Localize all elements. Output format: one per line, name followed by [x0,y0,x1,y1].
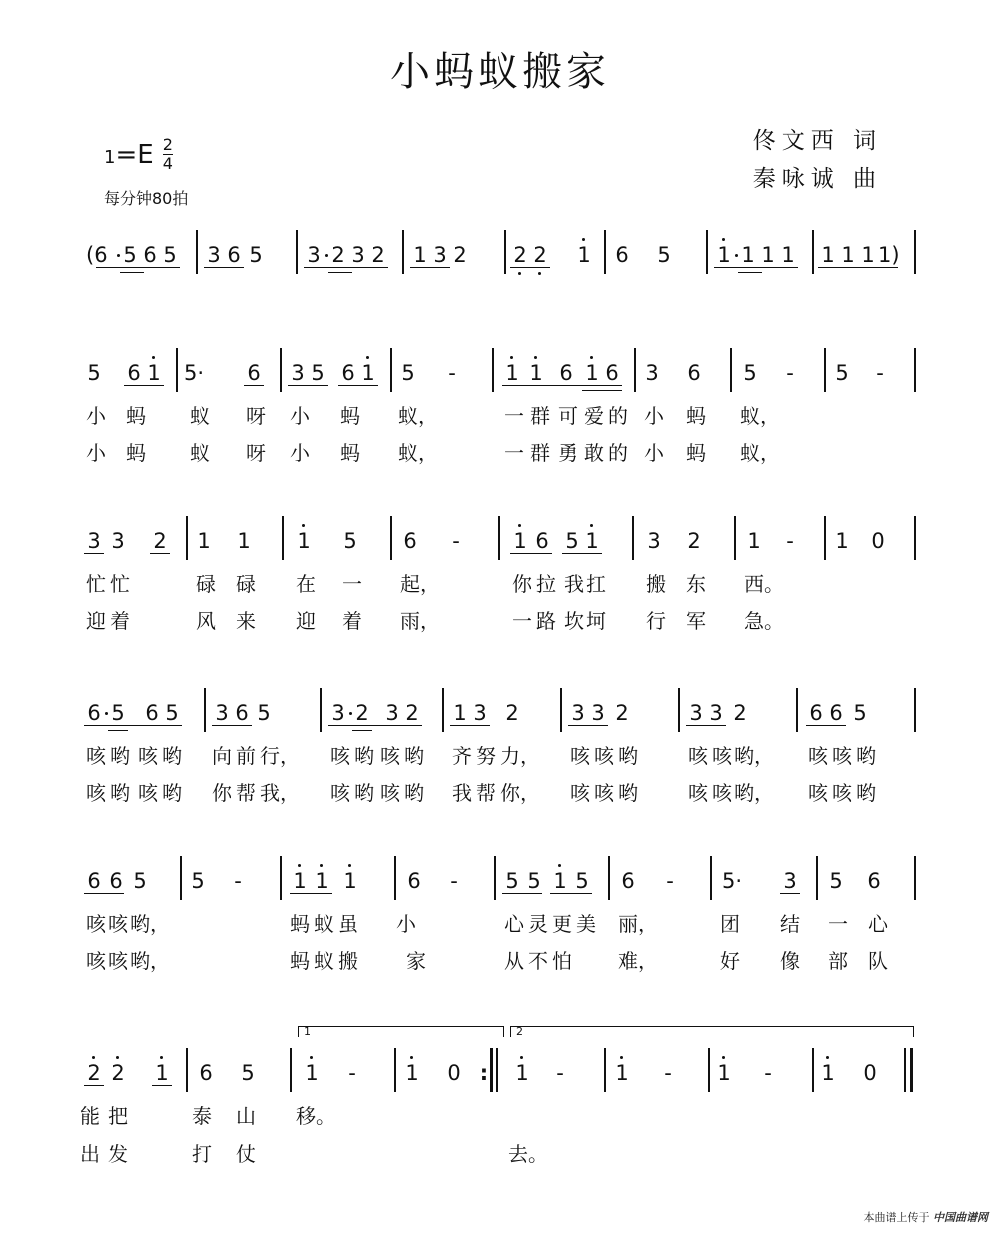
note: 6 [605,361,619,385]
note: 1 [717,243,731,267]
note: 2 [733,701,747,725]
note: 5 [123,243,137,267]
footer-text: 本曲谱上传于 [863,1211,930,1224]
note: - [452,529,460,553]
note: 5 [527,869,541,893]
lyrics-verse-1: 忙 忙 碌 碌 在 一 起， 你 拉 我 扛 搬 东 西。 [86,572,784,596]
note: 1 [515,1061,529,1085]
note: - [556,1061,564,1085]
note: - [786,529,794,553]
note: 5 [829,869,843,893]
note: 3 [689,701,703,725]
note: 2 [405,701,419,725]
key-tonic-number: 1 [104,147,116,168]
note: 1 [147,361,161,385]
tempo-marking: 每分钟80拍 [104,189,189,208]
note: 1 [553,869,567,893]
note: - [348,1061,356,1085]
note: 6 [199,1061,213,1085]
note: 3 [783,869,797,893]
note: - [664,1061,672,1085]
note: 2 [87,1061,101,1085]
note: 5· [722,869,743,893]
note: 5 [835,361,849,385]
note: 2 [513,243,527,267]
note: 5 [133,869,147,893]
lyrics-verse-2: 迎 着 风 来 迎 着 雨， 一 路 坎 坷 行 军 急。 [86,609,784,633]
lyrics-verse-2: 咳 哟 咳 哟 你 帮 我， 咳 哟 咳 哟 我 帮 你， 咳 咳 哟 咳 咳 哟， 咳 咳 哟 [86,781,876,805]
note: 1 [835,529,849,553]
note: 3 [351,243,365,267]
note: 1 [781,243,795,267]
note: 2 [355,701,369,725]
note: 3 [473,701,487,725]
note: 5 [311,361,325,385]
note: 1 [361,361,375,385]
note: 3 [433,243,447,267]
note: 6 [87,869,101,893]
note: 1 [741,243,755,267]
note: 3 [571,701,585,725]
note: - [234,869,242,893]
note: 2 [453,243,467,267]
note: 5 [343,529,357,553]
note: 3 [291,361,305,385]
volta-2-bracket [510,1026,914,1037]
note: 5 [111,701,125,725]
notation-line [84,688,920,738]
note: 1 [529,361,543,385]
note: 6 [829,701,843,725]
note: 0 [863,1061,877,1085]
note: 5 [249,243,263,267]
note: 6 [109,869,123,893]
note: 6 [535,529,549,553]
note: 3 [331,701,345,725]
note: 2 [687,529,701,553]
volta-2-label: 2 [516,1025,523,1038]
note: 1 [405,1061,419,1085]
note: 1 [315,869,329,893]
note: 5 [163,243,177,267]
note: 6 [403,529,417,553]
note: 6 [615,243,629,267]
note: 1 [413,243,427,267]
note: 3 [307,243,321,267]
note: 5 [191,869,205,893]
repeat-sign: : [479,1061,489,1085]
note: 3 [591,701,605,725]
lyrics-verse-1: 小 蚂 蚁 呀 小 蚂 蚁， 一 群 可 爱 的 小 蚂 蚁， [86,404,780,428]
lyrics-verse-1: 咳 咳 哟， 蚂 蚁 虽 小 心 灵 更 美 丽， 团 结 一 心 [86,912,888,936]
note: 1 [305,1061,319,1085]
note: 5· [184,361,205,385]
composer-credit: 秦咏诚 曲 [752,166,882,192]
note: 3 [647,529,661,553]
note: 1 [197,529,211,553]
site-logo: 中国曲谱网 [933,1211,988,1224]
note: 2 [153,529,167,553]
note: 2 [615,701,629,725]
note: 2 [533,243,547,267]
note: 6 [227,243,241,267]
note: 6 [809,701,823,725]
time-signature [163,136,173,173]
note: 2 [111,1061,125,1085]
score-row-3 [84,680,920,810]
note: 1 [585,361,599,385]
note: 3 [385,701,399,725]
note: 1 [761,243,775,267]
note: 5 [165,701,179,725]
note: 1 [821,1061,835,1085]
note: 3 [709,701,723,725]
notation-line [84,856,920,906]
song-title: 小蚂蚁搬家 [390,49,610,95]
score-row-1 [84,340,920,470]
note: 6 [407,869,421,893]
note: 1 [155,1061,169,1085]
note: 1 [297,529,311,553]
note: 5 [257,701,271,725]
note: 6 [145,701,159,725]
note: - [448,361,456,385]
note: 6 [621,869,635,893]
note: 2 [505,701,519,725]
note: 1 [293,869,307,893]
note: 2 [331,243,345,267]
note: 3 [111,529,125,553]
note: 3 [87,529,101,553]
note: 5 [565,529,579,553]
time-signature-top: 2 [162,135,173,154]
notation-line [84,230,920,280]
notation-line [84,1048,920,1098]
note: 1 [513,529,527,553]
note: 1 [237,529,251,553]
note: 0 [871,529,885,553]
footer-credit [864,1209,989,1225]
lyrics-verse-1: 能 把 泰 山 移。 [80,1104,336,1128]
note: 6 [341,361,355,385]
note: - [666,869,674,893]
note: - [450,869,458,893]
note: - [764,1061,772,1085]
note: 1 [453,701,467,725]
notation-line [84,516,920,566]
score-row-2 [84,508,920,638]
note: 2 [371,243,385,267]
note: 5 [853,701,867,725]
note: 5 [743,361,757,385]
score-row-5 [80,1020,920,1170]
note: 1 [343,869,357,893]
note: 1 [841,243,855,267]
score-row-intro [84,222,920,282]
lyrics-verse-2: 咳 咳 哟， 蚂 蚁 搬 家 从 不 怕 难， 好 像 部 队 [86,949,888,973]
lyrics-verse-1: 咳 哟 咳 哟 向 前 行， 咳 哟 咳 哟 齐 努 力， 咳 咳 哟 咳 咳 哟， 咳 咳 哟 [86,744,876,768]
note: (6 [86,243,108,267]
note: 5 [575,869,589,893]
note: 3 [207,243,221,267]
note: 1 [861,243,875,267]
lyricist-credit: 佟文西 词 [752,128,882,154]
note: 1 [747,529,761,553]
note: 6 [127,361,141,385]
note: - [786,361,794,385]
lyrics-verse-2: 出 发 打 仗 去。 [80,1142,548,1166]
score-row-4 [84,848,920,978]
note: 1 [585,529,599,553]
note: 5 [505,869,519,893]
note: 3 [215,701,229,725]
note: 5 [657,243,671,267]
key-signature [104,136,173,173]
note: 5 [87,361,101,385]
note: 6 [143,243,157,267]
note: 1 [717,1061,731,1085]
note: 6 [87,701,101,725]
notation-line [84,348,920,398]
note: - [876,361,884,385]
lyrics-verse-2: 小 蚂 蚁 呀 小 蚂 蚁， 一 群 勇 敢 的 小 蚂 蚁， [86,441,780,465]
note: 1 [577,243,591,267]
volta-1-bracket [298,1026,504,1037]
note: 3 [645,361,659,385]
note: 6 [687,361,701,385]
time-signature-bottom: 4 [162,154,173,173]
note: 6 [867,869,881,893]
note: 1 [821,243,835,267]
note: 1 [505,361,519,385]
note: 6 [235,701,249,725]
note: 1) [878,243,900,267]
volta-1-label: 1 [304,1025,311,1038]
note: 5 [241,1061,255,1085]
note: 5 [401,361,415,385]
note: 1 [615,1061,629,1085]
note: 6 [247,361,261,385]
key-name: =E [115,140,154,170]
note: 6 [559,361,573,385]
note: 0 [447,1061,461,1085]
